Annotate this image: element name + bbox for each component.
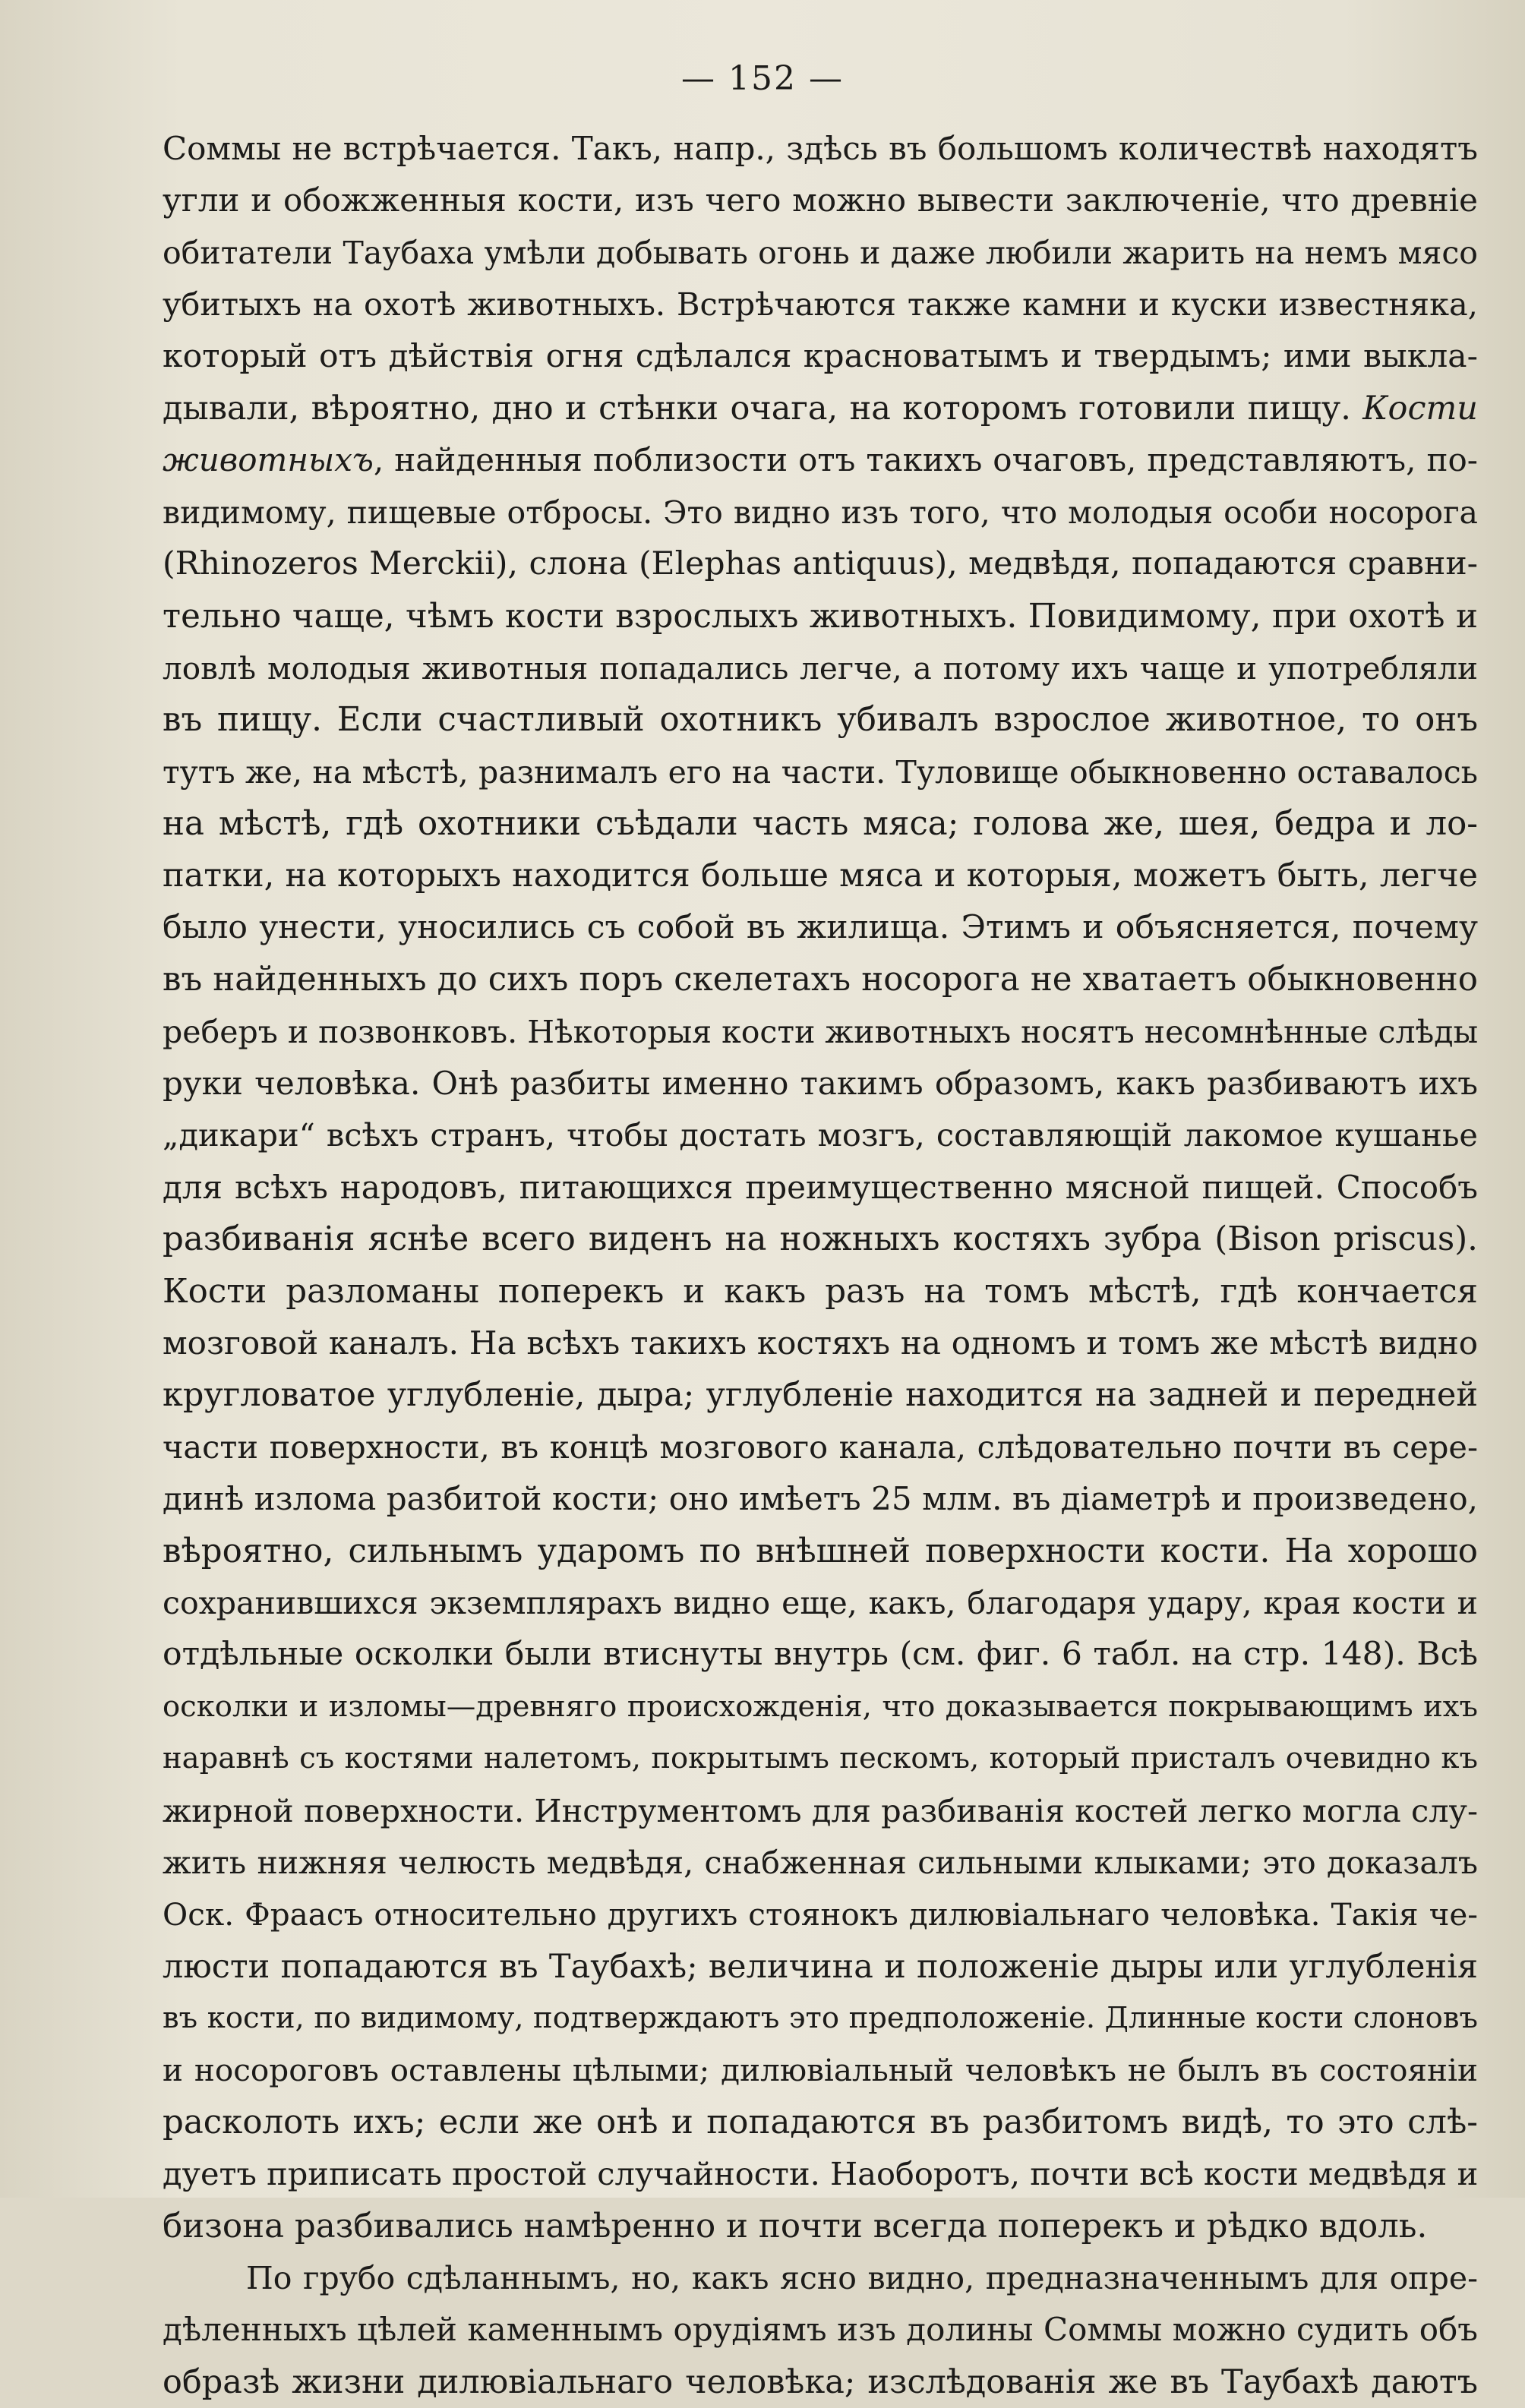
text-line: осколки и изломы—древняго происхожденія, что доказывается покрывающимъ ихъ xyxy=(163,1689,1478,1724)
text-line: тутъ же, на мѣстѣ, разнималъ его на части. Туловище обыкновенно оставалось xyxy=(163,753,1478,791)
text-line: Соммы не встрѣчается. Такъ, напр., здѣсь въ большомъ количествѣ находятъ xyxy=(163,130,1478,167)
text-line: Кости разломаны поперекъ и какъ разъ на томъ мѣстѣ, гдѣ кончается xyxy=(163,1272,1478,1311)
text-line: на мѣстѣ, гдѣ охотники съѣдали часть мяса; голова же, шея, бедра и ло- xyxy=(163,805,1478,844)
text-line: отдѣльные осколки были втиснуты внутрь (см. фиг. 6 табл. на стр. 148). Всѣ xyxy=(163,1636,1478,1674)
text-line: образѣ жизни дилювіальнаго человѣка; изслѣдованія же въ Таубахѣ даютъ xyxy=(163,2362,1478,2401)
text-line: Оск. Фраасъ относительно другихъ стоянокъ дилювіальнаго человѣка. Такія че- xyxy=(163,1896,1478,1933)
text-line: который отъ дѣйствія огня сдѣлался красноватымъ и твердымъ; ими выкла- xyxy=(163,337,1478,375)
text-line: мозговой каналъ. На всѣхъ такихъ костяхъ на одномъ и томъ же мѣстѣ видно xyxy=(163,1324,1478,1362)
text-line: разбиванія яснѣе всего виденъ на ножныхъ костяхъ зубра (Bison priscus). xyxy=(163,1220,1478,1259)
text-line: для всѣхъ народовъ, питающихся преимущественно мясной пищей. Способъ xyxy=(163,1168,1478,1206)
text-line: бизона разбивались намѣренно и почти всегда поперекъ и рѣдко вдоль. xyxy=(163,2207,1428,2245)
text-line: и носороговъ оставлены цѣлыми; дилювіальный человѣкъ не былъ въ состояніи xyxy=(163,2052,1478,2089)
text-line: кругловатое углубленіе, дыра; углубленіе находится на задней и передней xyxy=(163,1376,1478,1415)
text-line: сохранившихся экземплярахъ видно еще, какъ, благодаря удару, края кости и xyxy=(163,1584,1478,1621)
text-line: реберъ и позвонковъ. Нѣкоторыя кости животныхъ носятъ несомнѣнные слѣды xyxy=(163,1013,1479,1050)
text-line: дуетъ приписать простой случайности. Наоборотъ, почти всѣ кости медвѣдя и xyxy=(163,2155,1479,2193)
text-line: въ найденныхъ до сихъ поръ скелетахъ носорога не хватаетъ обыкновенно xyxy=(163,961,1478,999)
text-line: расколоть ихъ; если же онѣ и попадаются въ разбитомъ видѣ, то это слѣ- xyxy=(163,2103,1478,2141)
text-line: въ пищу. Если счастливый охотникъ убивалъ взрослое животное, то онъ xyxy=(163,701,1478,740)
text-line: жить нижняя челюсть медвѣдя, снабженная сильными клыками; это доказалъ xyxy=(163,1844,1478,1881)
text-line: животныхъ, найденныя поблизости отъ такихъ очаговъ, представляютъ, по- xyxy=(163,441,1478,479)
paragraph xyxy=(163,123,1478,2252)
text-line: въ кости, по видимому, подтверждаютъ это предположеніе. Длинные кости слоновъ xyxy=(163,2001,1478,2036)
italic-term: Кости xyxy=(1362,389,1478,428)
text-line: обитатели Таубаха умѣли добывать огонь и даже любили жарить на немъ мясо xyxy=(163,234,1478,271)
text-line: руки человѣка. Онѣ разбиты именно такимъ образомъ, какъ разбиваютъ ихъ xyxy=(163,1065,1478,1103)
paragraph xyxy=(163,2252,1478,2408)
body-text xyxy=(163,123,1478,2408)
text-line: патки, на которыхъ находится больше мяса и которыя, можетъ быть, легче xyxy=(163,857,1478,895)
italic-term: животныхъ xyxy=(163,441,374,479)
text-line: было унести, уносились съ собой въ жилища. Этимъ и объясняется, почему xyxy=(163,908,1478,946)
page-number: — 152 — xyxy=(681,59,844,98)
text-line: люсти попадаются въ Таубахѣ; величина и положеніе дыры или углубленія xyxy=(163,1947,1478,1986)
text-line: „дикари“ всѣхъ странъ, чтобы достать мозгъ, составляющій лакомое кушанье xyxy=(163,1116,1478,1154)
text-line: По грубо сдѣланнымъ, но, какъ ясно видно, предназначеннымъ для опре- xyxy=(246,2260,1478,2297)
text-line: видимому, пищевые отбросы. Это видно изъ того, что молодыя особи носорога xyxy=(163,494,1478,531)
text-line: угли и обожженныя кости, изъ чего можно вывести заключеніе, что древніе xyxy=(163,181,1478,219)
text-line: наравнѣ съ костями налетомъ, покрытымъ пескомъ, который присталъ очевидно къ xyxy=(163,1741,1478,1776)
text-line: убитыхъ на охотѣ животныхъ. Встрѣчаются также камни и куски известняка, xyxy=(163,286,1478,323)
text-line: (Rhinozeros Merckii), слона (Elephas antiquus), медвѣдя, попадаются сравни- xyxy=(163,545,1478,583)
text-line: ловлѣ молодыя животныя попадались легче, а потому ихъ чаще и употребляли xyxy=(163,649,1478,686)
text-line: тельно чаще, чѣмъ кости взрослыхъ животныхъ. Повидимому, при охотѣ и xyxy=(163,597,1478,636)
text-line: жирной поверхности. Инструментомъ для разбиванія костей легко могла слу- xyxy=(163,1791,1478,1829)
text-line: динѣ излома разбитой кости; оно имѣетъ 25 млм. въ діаметрѣ и произведено, xyxy=(163,1480,1478,1518)
text-line: дывали, вѣроятно, дно и стѣнки очага, на которомъ готовили пищу. Кости xyxy=(163,389,1478,428)
text-line: вѣроятно, сильнымъ ударомъ по внѣшней поверхности кости. На хорошо xyxy=(163,1532,1478,1570)
text-line: части поверхности, въ концѣ мозгового канала, слѣдовательно почти въ сере- xyxy=(163,1428,1478,1466)
text-line: дѣленныхъ цѣлей каменнымъ орудіямъ изъ долины Соммы можно судить объ xyxy=(163,2311,1478,2349)
